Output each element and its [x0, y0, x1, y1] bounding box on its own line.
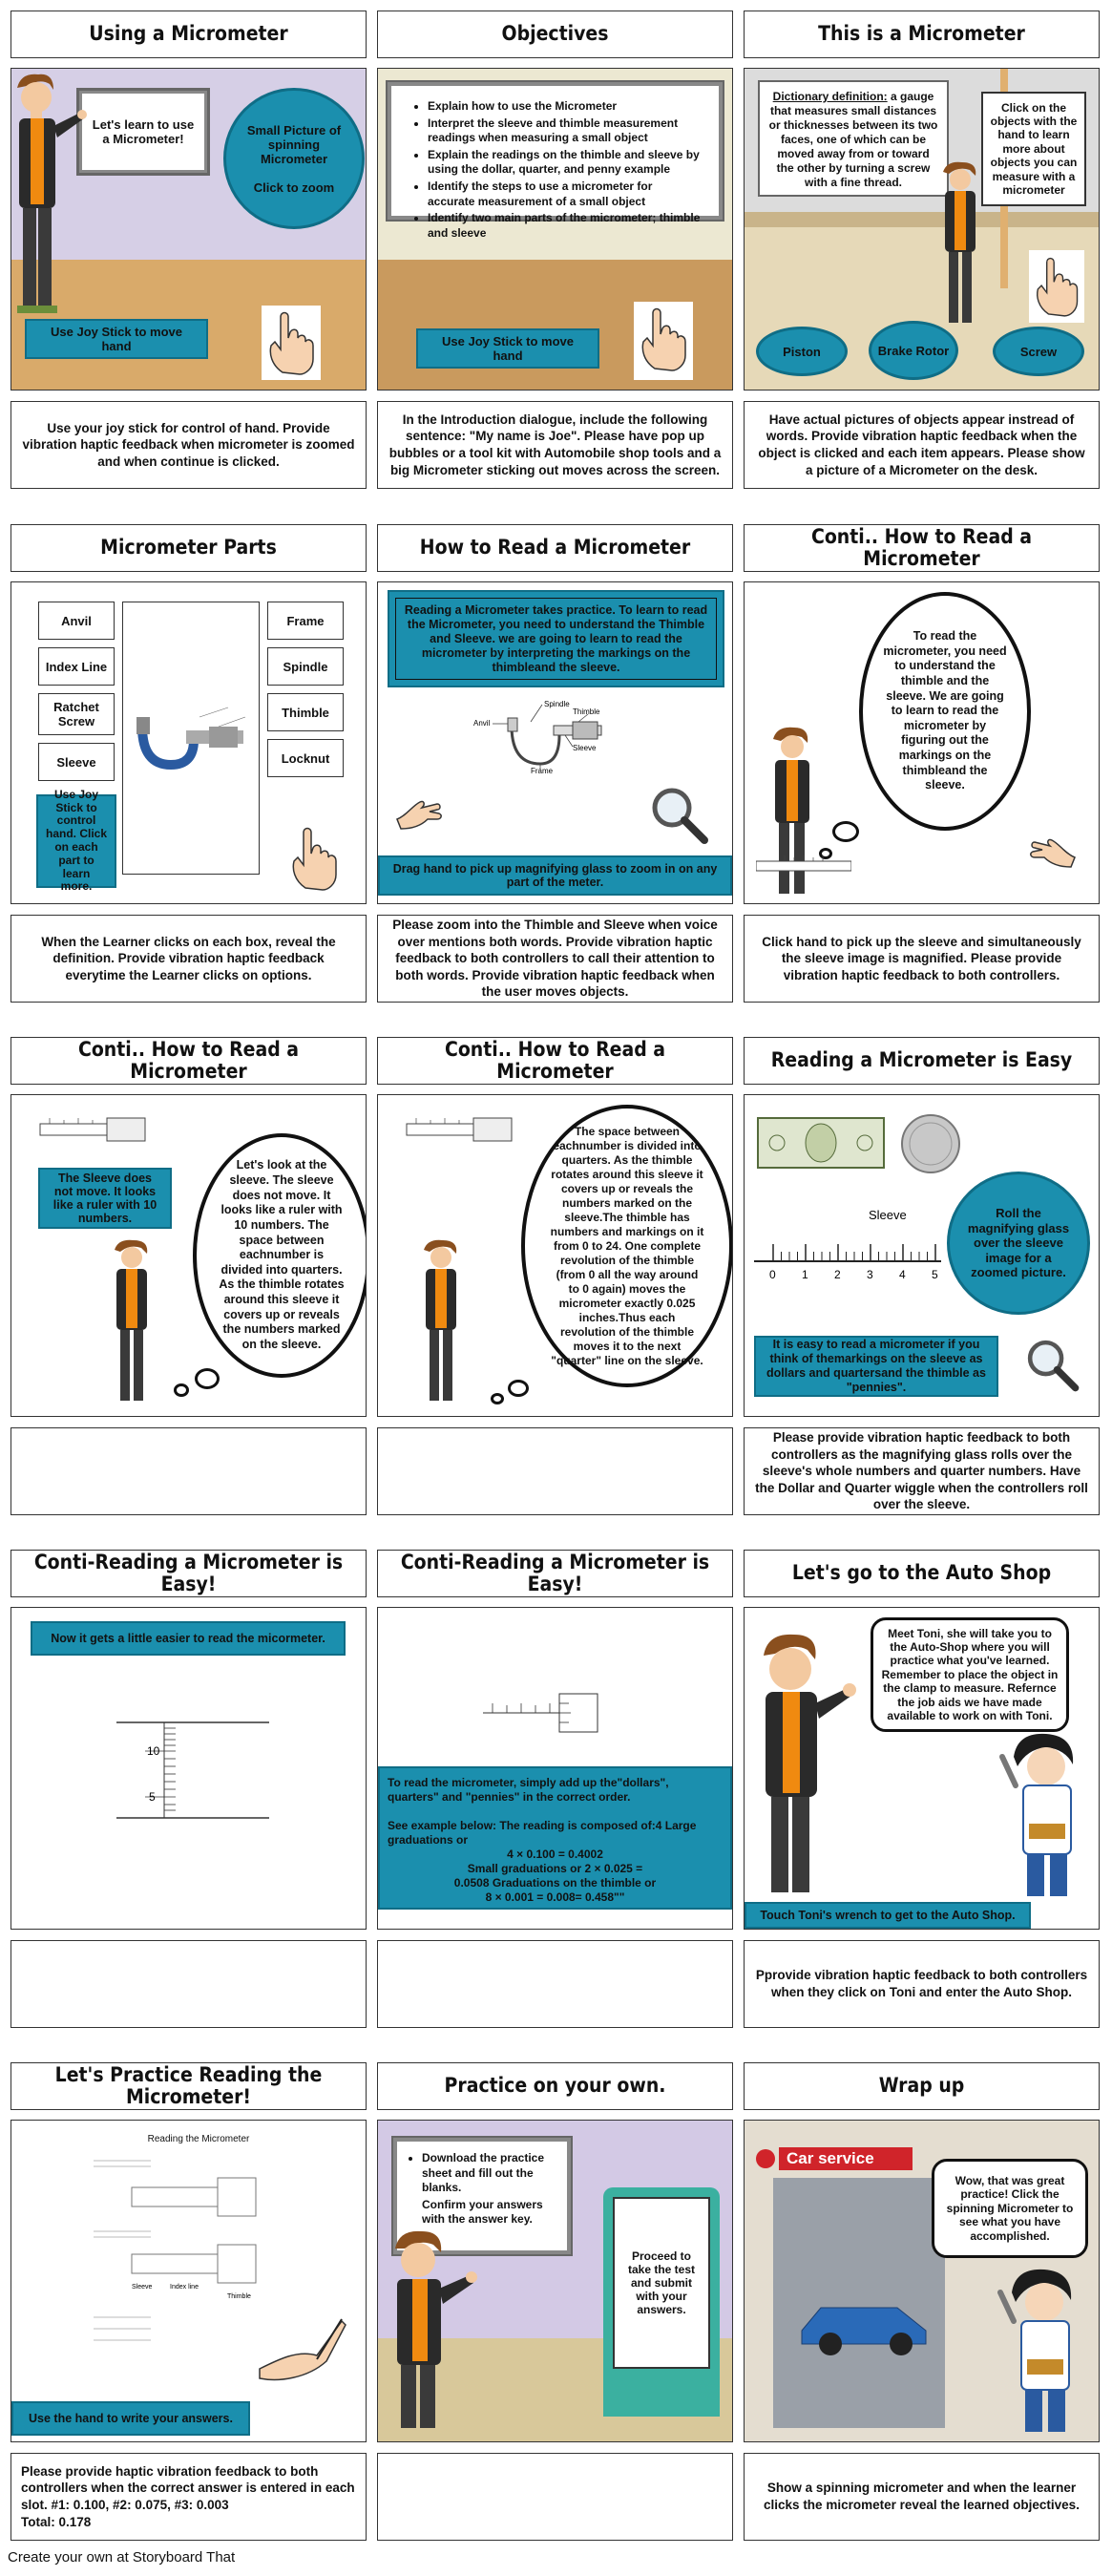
cell-title-text: This is a Micrometer [818, 22, 1025, 46]
cell-title-text: Using a Micrometer [89, 22, 288, 46]
drag-hand-hint [378, 855, 732, 896]
objective-item: • Explain the readings on the thimble and sleeve by using the dollar, quarter, and penny example [428, 148, 702, 178]
cell-12-desc [744, 1940, 1100, 2028]
part-anvil-button[interactable] [38, 602, 115, 640]
sleeve-scale-image[interactable] [756, 852, 851, 880]
joystick-hint-text: Use Joy Stick to move hand [51, 325, 182, 353]
cell-title-text: Conti-Reading a Micrometer is Easy! [400, 1550, 710, 1595]
cell-15-title [744, 2062, 1100, 2110]
sleeve-scale-image [388, 1114, 531, 1147]
thimble-label: Thimble [573, 707, 600, 716]
speech-bubble-text: The space between eachnumber is divided into quarters. As the thimble rotates around this sleeve it covers up or reveals the numbers marked on the sleeve.The thimble has numbers and markings on it from 0 to 24. One complete revolution of the thimble (from 0 all the way around to 0 again) moves the micrometer exactly 0.025 inches.Thus each revolution of the thimble moves it to the next "quarter" line on the sleeve. [550, 1124, 704, 1367]
speech-bubble-text: Meet Toni, she will take you to the Auto-Shop where you will practice what you've learned. Remember to place the object in the clamp to measure. Refernce the job aids we have made available to work on with Toni. [881, 1626, 1059, 1722]
car-service-sign [779, 2147, 913, 2170]
objective-item: • Identify two main parts of the micrometer; thimble and sleeve [428, 211, 702, 241]
cell-13-title [10, 2062, 367, 2110]
cell-7-desc [10, 1427, 367, 1515]
zoom-micrometer-circle[interactable] [223, 88, 365, 229]
sleeve-tick-label: 4 [899, 1268, 906, 1281]
speech-bubble-text: To read the micrometer, you need to understand the thimble and the sleeve. We are going to learn to read the micrometer by figuring out the markings on the thimbleand the sleeve. [883, 629, 1007, 792]
magnifying-glass-icon[interactable] [645, 781, 712, 848]
dollar-bill-image[interactable] [756, 1114, 886, 1172]
cell-14-scene [377, 2120, 733, 2442]
cell-6-scene [744, 581, 1100, 904]
baseboard [745, 212, 1100, 227]
joe-character [935, 160, 993, 332]
tire-icon [756, 2149, 775, 2168]
write-hint [11, 2401, 250, 2436]
cell-1-scene [10, 68, 367, 391]
cell-title-text: Wrap up [878, 2074, 965, 2098]
scale-number-10: 10 [147, 1744, 160, 1758]
sleeve-label: Sleeve [573, 744, 597, 752]
screw-button[interactable] [993, 327, 1084, 376]
thought-dot [195, 1368, 220, 1389]
cell-7-title [10, 1037, 367, 1085]
sleeve-tick-label: 0 [769, 1268, 776, 1281]
cell-2-desc [377, 401, 733, 489]
cell-2-scene [377, 68, 733, 391]
practice-step: • Download the practice sheet and fill out the blanks. [422, 2151, 559, 2196]
storyboard-credit-text: Create your own at Storyboard That [8, 2549, 236, 2565]
whiteboard [82, 94, 204, 170]
reading-example-text: To read the micrometer, simply add up the"dollars", quarters" and "pennies" in the correct order. See example below: The reading is composed of:4 Large graduations or [388, 1776, 697, 1847]
speech-bubble [521, 1105, 733, 1387]
cell-11-title [377, 1550, 733, 1597]
thought-dot [174, 1383, 189, 1397]
cell-10-title [10, 1550, 367, 1597]
micrometer-diagram [473, 697, 626, 773]
wrench-hint-text: Touch Toni's wrench to get to the Auto Shop. [760, 1909, 1016, 1922]
piston-button[interactable] [756, 327, 848, 376]
write-hint-text: Use the hand to write your answers. [29, 2412, 233, 2425]
zoom-circle-text: Small Picture of spinning Micrometer Click to zoom [246, 122, 342, 195]
cell-7-scene [10, 1094, 367, 1417]
cell-desc-text: Have actual pictures of objects appear instread of words. Provide vibration haptic feedback when the object is clicked and each item appears. Please show a picture of a Micrometer on the desk. [758, 412, 1085, 477]
wrench-icon [1002, 1757, 1016, 1785]
screw-label: Screw [1019, 344, 1058, 359]
sleeve-label: Sleeve [132, 2284, 153, 2291]
cell-11-scene [377, 1607, 733, 1930]
sleeve-ticks [769, 1244, 938, 1281]
car-image [792, 2283, 935, 2359]
micrometer-reading-image [483, 1684, 607, 1742]
thought-dot [491, 1393, 504, 1404]
cell-title-text: How to Read a Micrometer [419, 536, 691, 560]
cell-15-scene [744, 2120, 1100, 2442]
cell-1-desc [10, 401, 367, 489]
part-label: Index Line [45, 659, 108, 674]
cell-13-scene [10, 2120, 367, 2442]
cell-12-scene [744, 1607, 1100, 1930]
cell-title-text: Conti.. How to Read a Micrometer [810, 524, 1033, 570]
cell-14-desc [377, 2453, 733, 2541]
cell-4-scene [10, 581, 367, 904]
cell-title-text: Let's go to the Auto Shop [791, 1561, 1052, 1585]
speech-bubble-text: Let's look at the sleeve. The sleeve does not move. It looks like a ruler with 10 numbers. The space between eachnumber is divided into quarters. As the thimble rotates around this sleeve it covers up or reveals the numbers marked on the sleeve. [219, 1158, 345, 1351]
brake-rotor-label: Brake Rotor [877, 343, 950, 358]
worksheet-title: Reading the Micrometer [147, 2134, 250, 2144]
part-label: Frame [286, 613, 325, 628]
cell-title-text: Practice on your own. [444, 2074, 666, 2098]
storyboard-credit-link[interactable] [8, 2549, 389, 2570]
micrometer-diagram [122, 602, 260, 875]
dictionary-text: a gauge that measures small distances or thicknesses between its two faces, one of which can be moved away from or toward the other by turning a screw with a fine thread. [768, 90, 938, 189]
intro-hint-text: Now it gets a little easier to read the micormeter. [51, 1632, 325, 1645]
joystick-hint [416, 328, 599, 369]
dictionary-card [758, 80, 949, 197]
reading-example-box [378, 1766, 732, 1910]
piston-label: Piston [783, 344, 821, 359]
cell-desc-text: In the Introduction dialogue, include the following sentence: "My name is Joe". Please have pop up bubbles or a tool kit with Automobile shop tools and a big Micrometer sticking out moves across the screen. [388, 412, 722, 477]
hand-cursor-icon[interactable] [284, 821, 344, 896]
cell-9-scene [744, 1094, 1100, 1417]
joe-character [416, 1238, 473, 1410]
anvil-label: Anvil [473, 719, 491, 728]
cell-10-desc [10, 1940, 367, 2028]
objective-item: • Interpret the sleeve and thimble measurement readings when measuring a small object [428, 116, 702, 146]
cell-10-scene [10, 1607, 367, 1930]
cell-6-title [744, 524, 1100, 572]
magnifying-glass-icon[interactable] [1021, 1334, 1082, 1395]
part-thimble-button[interactable] [267, 693, 344, 731]
cell-3-title [744, 11, 1100, 58]
joystick-hint-text: Use Joy Stick to move hand [442, 334, 574, 363]
sleeve-tick-label: 3 [867, 1268, 873, 1281]
hand-cursor-icon[interactable] [1029, 250, 1084, 323]
cell-9-desc [744, 1427, 1100, 1515]
part-ratchet-screw-button[interactable] [38, 693, 115, 735]
part-spindle-button[interactable] [267, 647, 344, 686]
part-locknut-button[interactable] [267, 739, 344, 777]
joe-character [107, 1238, 164, 1410]
sleeve-info-text: The Sleeve does not move. It looks like a ruler with 10 numbers. [52, 1172, 157, 1225]
speech-bubble-text: Wow, that was great practice! Click the spinning Micrometer to see what you have accomplished. [946, 2174, 1074, 2243]
sleeve-info-box [38, 1168, 172, 1229]
joe-character [388, 2226, 483, 2436]
car-service-text: Car service [787, 2149, 874, 2167]
cell-title-text: Conti.. How to Read a Micrometer [77, 1037, 300, 1083]
cell-14-title [377, 2062, 733, 2110]
objective-item: • Explain how to use the Micrometer [428, 99, 702, 115]
sleeve-tick-label: 2 [834, 1268, 841, 1281]
magnify-hint-circle [947, 1172, 1090, 1315]
toni-character[interactable] [995, 1728, 1100, 1900]
sleeve-tick-label: 1 [802, 1268, 808, 1281]
thought-dot [832, 821, 859, 842]
spindle-label: Spindle [544, 700, 570, 708]
part-frame-button[interactable] [267, 602, 344, 640]
cell-8-title [377, 1037, 733, 1085]
magnify-hint-text: Roll the magnifying glass over the sleeve image for a zoomed picture. [967, 1206, 1070, 1280]
brake-rotor-button[interactable] [869, 321, 958, 380]
cell-5-scene [377, 581, 733, 904]
cell-desc-text: When the Learner clicks on each box, reveal the definition. Provide vibration haptic feedback everytime the Learner clicks on options. [41, 934, 336, 982]
intro-panel [388, 590, 724, 687]
cell-title-text: Let's Practice Reading the Micrometer! [54, 2062, 323, 2108]
joystick-hint [36, 787, 116, 894]
cell-desc-text: Please zoom into the Thimble and Sleeve when voice over mentions both words. Provide vibration haptic feedback to both controllers to call their attention to both words. Provide vibration haptic feedback when the user moves objects. [392, 918, 718, 1000]
joe-character [11, 69, 88, 336]
speech-bubble [932, 2159, 1088, 2258]
cell-desc-text: Show a spinning micrometer and when the learner clicks the micrometer reveal the learned objectives. [764, 2481, 1080, 2512]
speech-bubble [859, 592, 1031, 831]
joe-character [756, 1627, 861, 1904]
intro-panel-text: Reading a Micrometer takes practice. To learn to read the Micrometer, you need to understand the Thimble and Sleeve. we are going to learn to read the micrometer by interpreting the markings on the thimbleand the sleeve. [395, 598, 717, 680]
sleeve-scale-image [21, 1114, 164, 1147]
cell-4-desc [10, 915, 367, 1003]
cell-11-desc [377, 1940, 733, 2028]
part-label: Anvil [61, 613, 92, 628]
part-label: Spindle [283, 659, 328, 674]
frame-label: Frame [531, 767, 554, 773]
practice-step: Confirm your answers with the answer key. [422, 2197, 543, 2227]
speech-bubble [193, 1133, 367, 1378]
dollar-analogy-text: It is easy to read a micrometer if you think of themarkings on the sleeve as dollars and quartersand the thimble as "pennies". [766, 1338, 986, 1394]
cell-title-text: Objectives [501, 22, 609, 46]
proceed-test-sign[interactable] [613, 2197, 710, 2369]
cell-title-text: Conti.. How to Read a Micrometer [444, 1037, 666, 1083]
sleeve-scale[interactable] [754, 1210, 945, 1296]
practice-steps-list [403, 2151, 559, 2228]
cell-title-text: Reading a Micrometer is Easy [770, 1048, 1073, 1072]
cell-4-title [10, 524, 367, 572]
speech-bubble [871, 1617, 1069, 1732]
cell-desc-text: Click hand to pick up the sleeve and simultaneously the sleeve image is magnified. Please provide vibration haptic feedback to both controllers. [762, 934, 1081, 982]
micrometer-image [123, 688, 261, 784]
dictionary-label: Dictionary definition: [772, 90, 888, 103]
scale-number-5: 5 [149, 1790, 156, 1804]
joystick-hint-text: Use Joy Stick to control hand. Click on each part to learn more. [46, 787, 108, 894]
sleeve-tick-label: 5 [932, 1268, 938, 1281]
open-hand-icon[interactable] [1021, 829, 1082, 875]
part-sleeve-button[interactable] [38, 743, 115, 781]
proceed-test-text: Proceed to take the test and submit with your answers. [627, 2249, 696, 2316]
cell-title-text: Micrometer Parts [100, 536, 277, 560]
part-index-line-button[interactable] [38, 647, 115, 686]
cell-8-scene [377, 1094, 733, 1417]
sleeve-label: Sleeve [869, 1210, 907, 1222]
thimble-scale-image [107, 1703, 279, 1837]
cell-desc-text: Use your joy stick for control of hand. Provide vibration haptic feedback when micrometer is zoomed and when continue is clicked. [22, 420, 355, 469]
cell-8-desc [377, 1427, 733, 1515]
cell-6-desc [744, 915, 1100, 1003]
dollar-analogy-box [754, 1336, 998, 1397]
cell-desc-text: Pprovide vibration haptic feedback to both controllers when they click on Toni and enter the Auto Shop. [755, 1968, 1088, 1999]
cell-desc-text: Please provide haptic vibration feedback to both controllers when the correct answer is entered in each slot. #1: 0.100, #2: 0.075, #3: 0.003 Total: 0.178 [21, 2463, 355, 2529]
open-hand-icon[interactable] [391, 791, 451, 844]
quarter-coin-image[interactable] [897, 1110, 964, 1177]
toni-character [993, 2264, 1098, 2436]
writing-hand-icon[interactable] [250, 2312, 355, 2388]
intro-hint [31, 1621, 346, 1656]
part-label: Locknut [281, 750, 330, 766]
drag-hand-hint-text: Drag hand to pick up magnifying glass to zoom in on any part of the meter. [392, 862, 718, 889]
part-label: Ratchet Screw [53, 700, 99, 728]
thimble-label: Thimble [227, 2293, 251, 2300]
part-label: Sleeve [56, 754, 96, 770]
reading-calculation: 4 × 0.100 = 0.4002 Small graduations or 2 × 0.025 = 0.0508 Graduations on the thimble or 8 × 0.001 = 0.008= 0.458"" [453, 1848, 657, 1904]
objectives-list [409, 99, 702, 241]
cell-13-desc [10, 2453, 367, 2541]
objective-item: • Identify the steps to use a micrometer for accurate measurement of a small object [428, 179, 702, 209]
thought-dot [508, 1380, 529, 1397]
hand-cursor-icon[interactable] [634, 302, 693, 380]
easel-text: Click on the objects with the hand to learn more about objects you can measure with a micrometer [990, 100, 1078, 197]
cell-12-title [744, 1550, 1100, 1597]
part-label: Thimble [282, 705, 329, 720]
cell-desc-text: Please provide vibration haptic feedback to both controllers as the magnifying glass rolls over the sleeve's whole numbers and quarter numbers. Have the Dollar and Quarter wiggle when the controllers roll over the sleeve. [755, 1430, 1088, 1512]
cell-5-title [377, 524, 733, 572]
cell-1-title [10, 11, 367, 58]
cell-9-title [744, 1037, 1100, 1085]
whiteboard-text: Let's learn to use a Micrometer! [92, 117, 195, 146]
index-line-label: Index line [170, 2284, 199, 2291]
cell-5-desc [377, 915, 733, 1003]
wrench-hint [745, 1902, 1031, 1929]
cell-title-text: Conti-Reading a Micrometer is Easy! [33, 1550, 344, 1595]
hand-cursor-icon[interactable] [262, 306, 321, 380]
cell-3-desc [744, 401, 1100, 489]
cell-15-desc [744, 2453, 1100, 2541]
easel-canvas [981, 92, 1086, 206]
cell-3-scene [744, 68, 1100, 391]
cell-2-title [377, 11, 733, 58]
objectives-board [391, 86, 719, 240]
